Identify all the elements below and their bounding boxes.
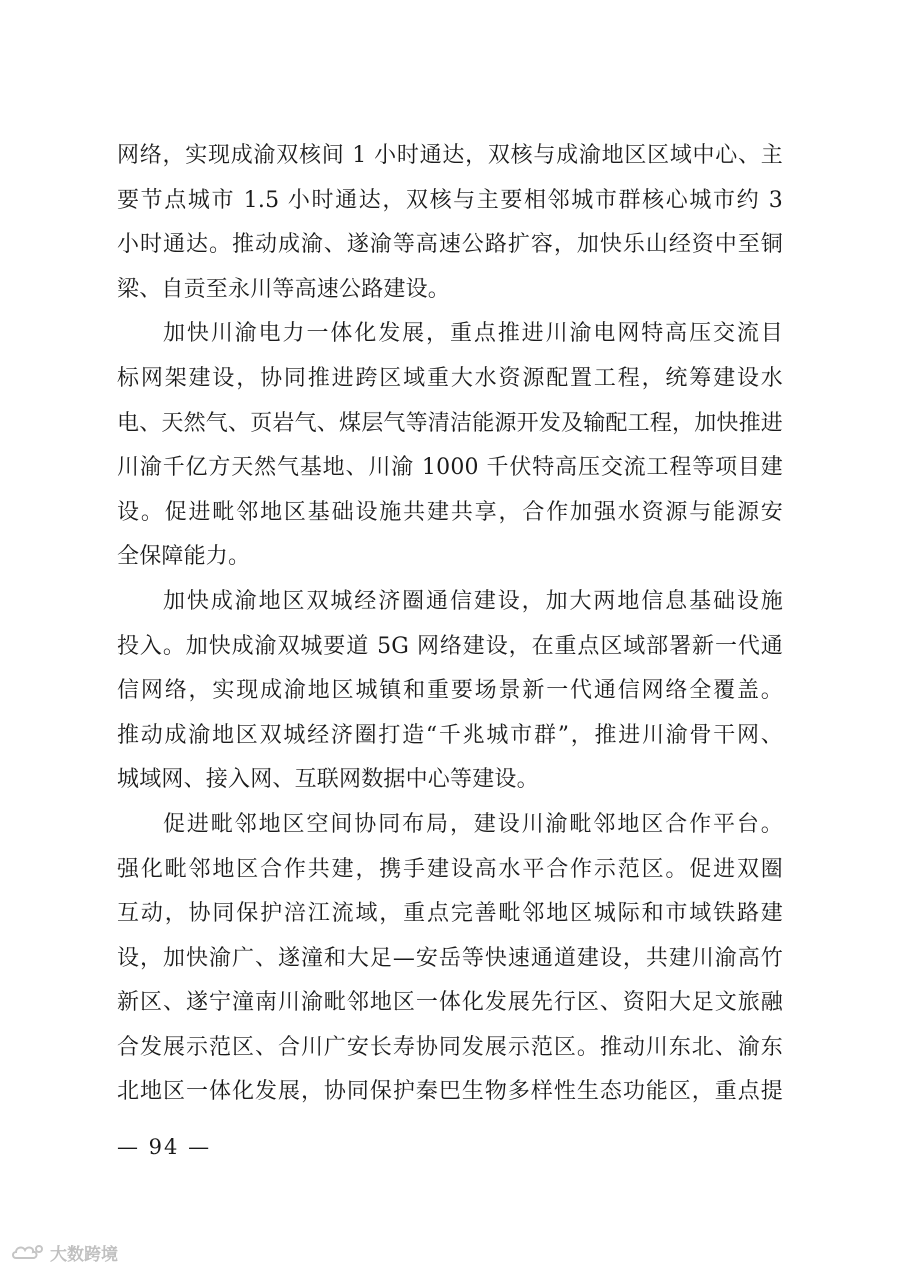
text-line: 城域网、接入网、互联网数据中心等建设。 bbox=[117, 767, 539, 793]
cloud-logo-icon bbox=[10, 1242, 44, 1264]
text-line: 川渝千亿方天然气基地、川渝 1000 千伏特高压交流工程等项目建 bbox=[117, 455, 783, 481]
text-line: 设。促进毗邻地区基础设施共建共享，合作加强水资源与能源安 bbox=[117, 499, 783, 525]
text-line: 要节点城市 1.5 小时通达，双核与主要相邻城市群核心城市约 3 bbox=[117, 187, 783, 213]
watermark-text: 大数跨境 bbox=[50, 1245, 118, 1265]
text-line: 小时通达。推动成渝、遂渝等高速公路扩容，加快乐山经资中至铜 bbox=[117, 232, 783, 258]
text-line: 信网络，实现成渝地区城镇和重要场景新一代通信网络全覆盖。 bbox=[117, 678, 783, 704]
paragraph-3 bbox=[117, 580, 783, 803]
text-line: 网络，实现成渝双核间 1 小时通达，双核与成渝地区区域中心、主 bbox=[117, 143, 783, 168]
text-line: 合发展示范区、合川广安长寿协同发展示范区。推动川东北、渝东 bbox=[117, 1034, 783, 1060]
text-line: 新区、遂宁潼南川渝毗邻地区一体化发展先行区、资阳大足文旅融 bbox=[117, 990, 783, 1016]
text-line: 全保障能力。 bbox=[117, 544, 251, 570]
text-line: 标网架建设，协同推进跨区域重大水资源配置工程，统筹建设水 bbox=[117, 365, 783, 391]
text-line: 推动成渝地区双城经济圈打造“千兆城市群”，推进川渝骨干网、 bbox=[117, 722, 783, 748]
paragraph-2 bbox=[117, 312, 783, 580]
text-line: 加快成渝地区双城经济圈通信建设，加大两地信息基础设施 bbox=[163, 588, 783, 614]
text-line: 促进毗邻地区空间协同布局，建设川渝毗邻地区合作平台。 bbox=[163, 811, 783, 837]
page-number: — 94 — bbox=[117, 1135, 212, 1159]
paragraph-1 bbox=[117, 134, 783, 312]
paragraph-4 bbox=[117, 803, 783, 1115]
document-body bbox=[117, 134, 783, 1115]
text-line: 北地区一体化发展，协同保护秦巴生物多样性生态功能区，重点提 bbox=[117, 1079, 783, 1105]
text-line: 投入。加快成渝双城要道 5G 网络建设，在重点区域部署新一代通 bbox=[117, 633, 783, 659]
text-line: 梁、自贡至永川等高速公路建设。 bbox=[117, 276, 451, 302]
text-line: 强化毗邻地区合作共建，携手建设高水平合作示范区。促进双圈 bbox=[117, 856, 783, 882]
text-line: 互动，协同保护涪江流域，重点完善毗邻地区城际和市域铁路建 bbox=[117, 901, 783, 927]
text-line: 加快川渝电力一体化发展，重点推进川渝电网特高压交流目 bbox=[163, 321, 783, 347]
text-line: 设，加快渝广、遂潼和大足—安岳等快速通道建设，共建川渝高竹 bbox=[117, 945, 783, 971]
text-line: 电、天然气、页岩气、煤层气等清洁能源开发及输配工程，加快推进 bbox=[117, 410, 784, 436]
watermark bbox=[10, 1240, 118, 1265]
